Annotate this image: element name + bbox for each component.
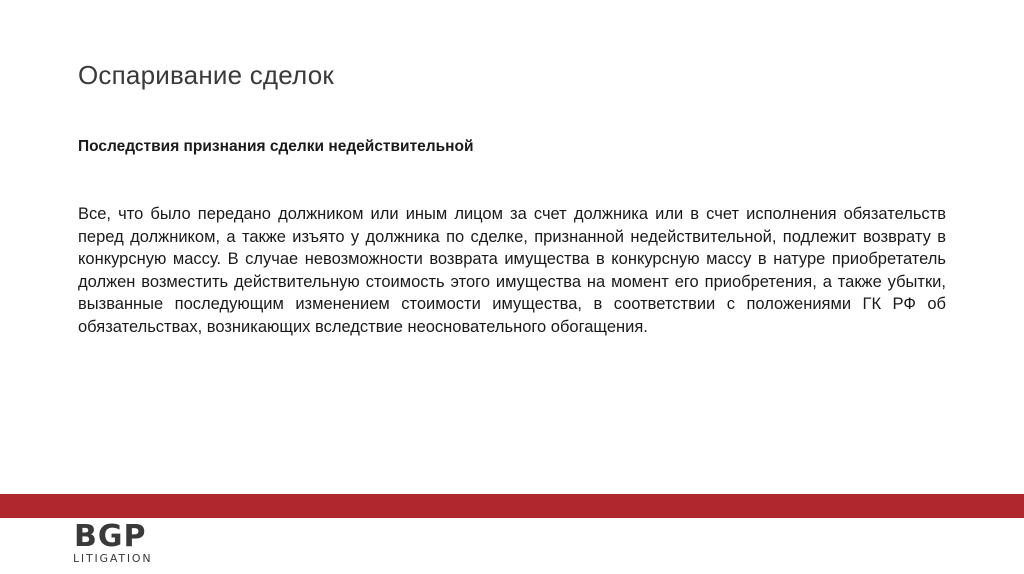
bgp-litigation-logo bbox=[70, 520, 170, 568]
slide-title: Оспаривание сделок bbox=[78, 60, 334, 90]
logo-main-text: BGP bbox=[74, 519, 147, 554]
footer-red-band bbox=[0, 494, 1024, 518]
logo-sub-text: LITIGATION bbox=[73, 552, 153, 565]
slide-subtitle: Последствия признания сделки недействительной bbox=[78, 138, 474, 155]
slide-body-text: Все, что было передано должником или иным лицом за счет должника или в счет исполнения обязательств перед должником, а также изъято у должника по сделке, признанной недействительной, подлежит возврату в конкурсную массу. В случае невозможности возврата имущества в конкурсную массу в натуре приобретатель должен возместить действительную стоимость этого имущества на момент его приобретения, а также убытки, вызванные последующим изменением стоимости имущества, в соответствии с положениями ГК РФ об обязательствах, возникающих вследствие неосновательного обогащения. bbox=[78, 205, 946, 336]
